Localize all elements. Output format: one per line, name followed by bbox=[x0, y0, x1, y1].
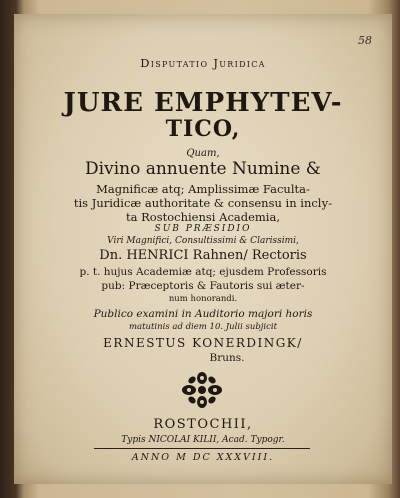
title-main-cont: TICO, bbox=[165, 116, 241, 142]
folio-number: 58 bbox=[358, 34, 372, 47]
text-praeses-3: pub: Præceptoris & Fautoris sui æter- bbox=[101, 280, 305, 292]
text-faculty-1: Magnificæ atq; Amplissimæ Faculta- bbox=[96, 182, 310, 196]
text-praeses: Dn. HENRICI Rahnen/ Rectoris bbox=[99, 248, 307, 263]
title-disputatio: Disputatio Juridica bbox=[140, 56, 266, 70]
text-quam: Quam, bbox=[186, 148, 220, 159]
text-author-origin: Bruns. bbox=[209, 352, 245, 364]
text-author: ERNESTUS KONERDINGK/ bbox=[103, 336, 303, 350]
text-faculty-2: tis Juridicæ authoritate & consensu in inclу- bbox=[73, 196, 333, 210]
text-divino: Divino annuente Numine & bbox=[85, 159, 321, 179]
text-city: ROSTOCHII, bbox=[153, 417, 253, 432]
imprint-rule bbox=[94, 448, 310, 449]
text-viri: Viri Magnifici, Consultissimi & Clarissimi, bbox=[107, 236, 299, 246]
text-praeses-4: num honorandi. bbox=[168, 294, 238, 304]
text-praeses-2: p. t. hujus Academiæ atq; ejusdem Professoris bbox=[79, 266, 327, 278]
printer-ornament-icon bbox=[180, 370, 224, 410]
text-examen-1: Publico examini in Auditorio majori horis bbox=[93, 308, 313, 320]
text-printer: Typis NICOLAI KILII, Acad. Typogr. bbox=[121, 435, 285, 445]
text-examen-2: matutinis ad diem 10. Julii subjicit bbox=[128, 322, 278, 332]
text-sub-praesidio: SUB PRÆSIDIO bbox=[154, 224, 252, 234]
title-page bbox=[14, 14, 392, 484]
title-main: JURE EMPHYTEV- bbox=[63, 88, 343, 118]
text-faculty-3: ta Rostochiensi Academia, bbox=[126, 210, 280, 224]
text-year: ANNO M DC XXXVIII. bbox=[131, 452, 275, 463]
